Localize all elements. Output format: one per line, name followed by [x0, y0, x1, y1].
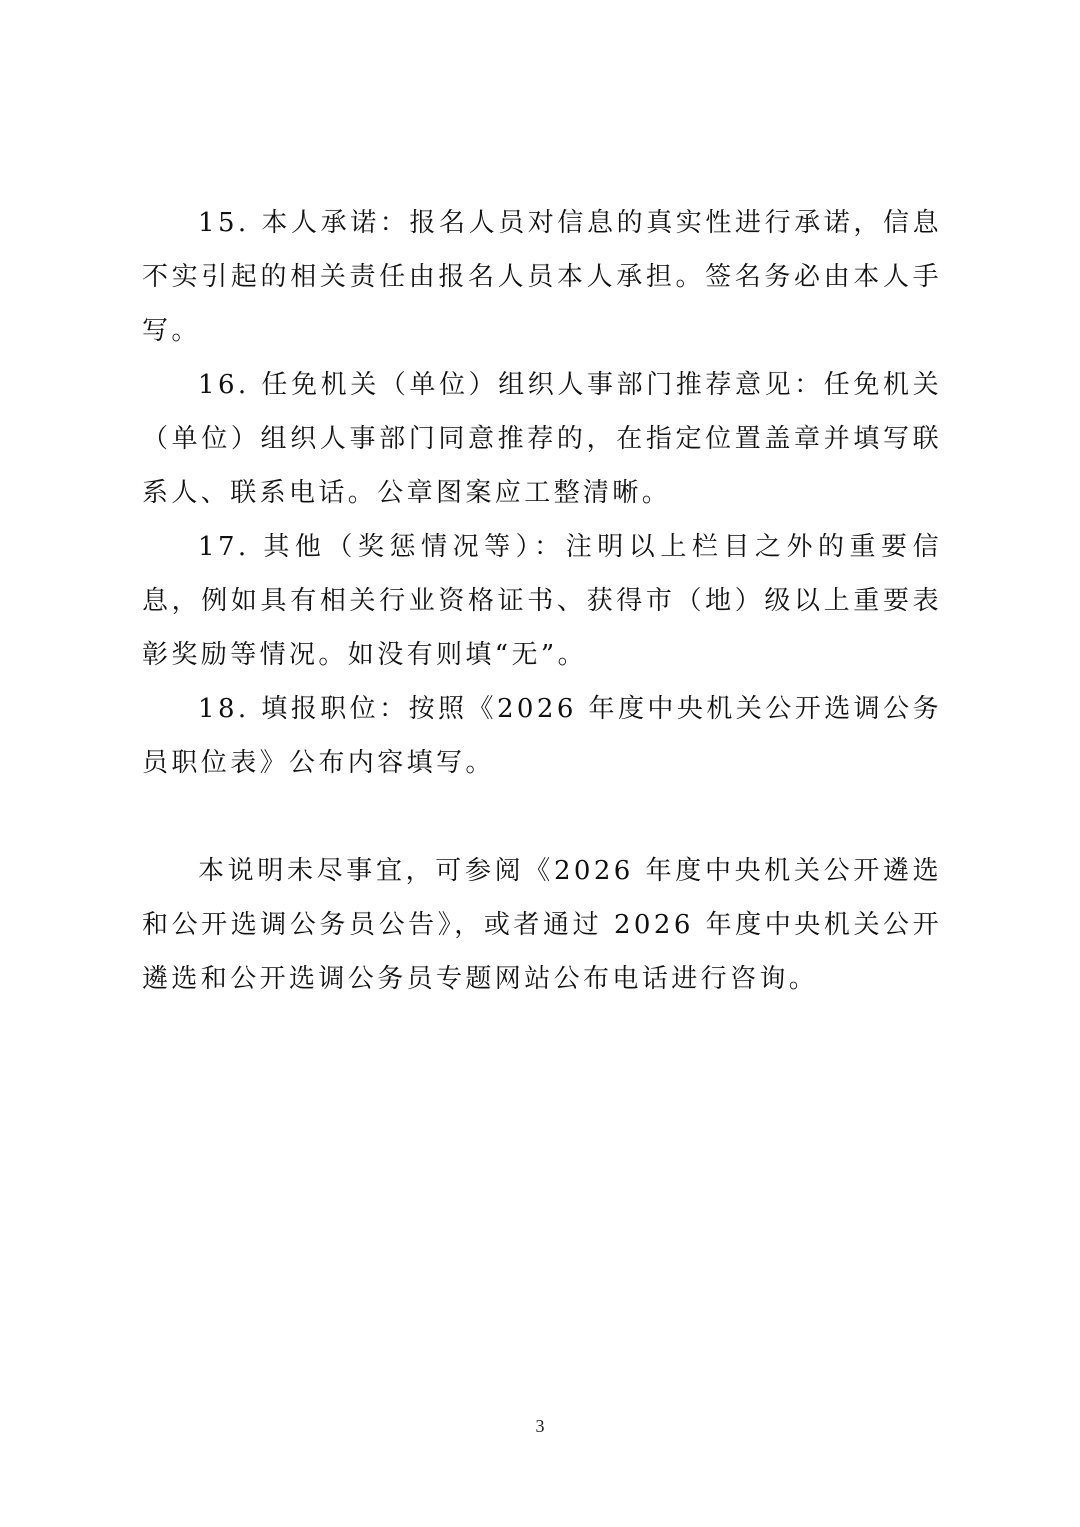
item-18-paragraph: 18. 填报职位：按照《2026 年度中央机关公开选调公务员职位表》公布内容填写。: [142, 694, 942, 778]
item-17-paragraph: 17. 其他（奖惩情况等）：注明以上栏目之外的重要信息，例如具有相关行业资格证书、获得市（地）级以上重要表彰奖励等情况。如没有则填“无”。: [142, 532, 942, 670]
paragraph-spacer: [142, 790, 942, 844]
closing-note-paragraph: 本说明未尽事宜，可参阅《2026 年度中央机关公开遴选和公开选调公务员公告》，或者通过 2026 年度中央机关公开遴选和公开选调公务员专题网站公布电话进行咨询。: [142, 856, 942, 994]
page-number: 3: [535, 1416, 545, 1436]
item-16-paragraph: 16. 任免机关（单位）组织人事部门推荐意见：任免机关（单位）组织人事部门同意推荐的，在指定位置盖章并填写联系人、联系电话。公章图案应工整清晰。: [142, 370, 942, 508]
item-15-paragraph: 15. 本人承诺：报名人员对信息的真实性进行承诺，信息不实引起的相关责任由报名人员本人承担。签名务必由本人手写。: [142, 208, 942, 346]
document-body: [142, 196, 942, 1006]
